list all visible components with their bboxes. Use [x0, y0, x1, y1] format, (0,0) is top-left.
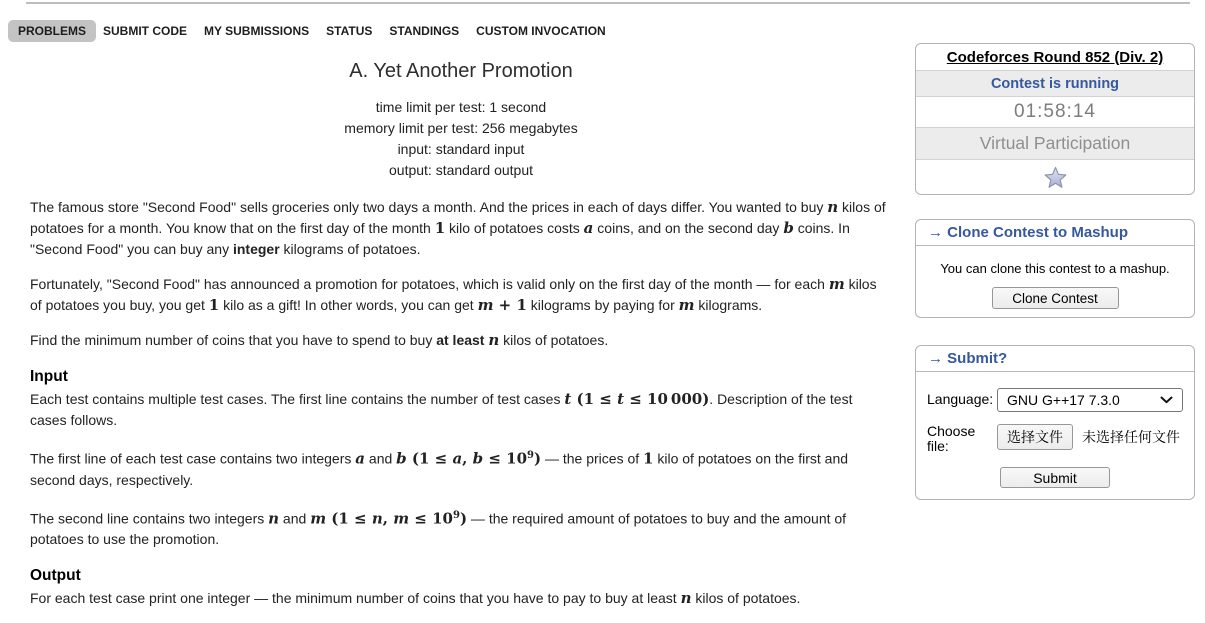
text-run: and: [279, 510, 311, 527]
text-run: kilograms of potatoes.: [279, 241, 421, 257]
math-inline: ≤ 10 000): [624, 390, 710, 408]
text-run: kilo of potatoes on the first and second days, respectively.: [30, 450, 849, 488]
math-inline: m: [678, 296, 695, 314]
math-inline: (1 ≤: [406, 449, 453, 468]
text-run: at least: [436, 332, 485, 348]
problem-statement: [30, 60, 892, 623]
section-title-output: Output: [30, 567, 81, 585]
contest-timer: 01:58:14: [916, 97, 1194, 128]
math-inline: n: [268, 509, 280, 528]
math-inline: ≤ 10: [483, 449, 528, 468]
limit-line: input: standard input: [397, 141, 525, 157]
star-icon[interactable]: [1043, 166, 1068, 189]
text-run: kilos of potatoes.: [691, 590, 801, 607]
math-inline: (1 ≤: [571, 390, 618, 408]
math-inline: ,: [462, 449, 473, 468]
file-status-text: 未选择任何文件: [1082, 429, 1180, 445]
text-run: kilograms.: [694, 297, 763, 313]
math-inline: ): [459, 509, 468, 528]
math-inline: 1: [434, 219, 446, 237]
sidebar: [915, 0, 1195, 582]
statement-paragraph: [30, 197, 892, 260]
math-inline: 9: [452, 509, 460, 521]
text-run: integer: [232, 241, 280, 257]
math-inline: m: [310, 509, 327, 528]
tab-standings[interactable]: STANDINGS: [389, 24, 460, 38]
math-inline: m: [477, 296, 494, 314]
math-inline: t: [564, 390, 572, 408]
tab-status[interactable]: STATUS: [326, 24, 373, 38]
text-run: kilo of potatoes costs: [445, 220, 584, 236]
clone-contest-button[interactable]: Clone Contest: [992, 287, 1119, 309]
math-inline: m: [828, 275, 845, 293]
text-run: coins, and on the second day: [593, 220, 784, 236]
text-run: kilo as a gift! In other words, you can get: [219, 297, 478, 313]
language-row: [927, 388, 1183, 412]
text-run: The first line of each test case contains two integers: [30, 450, 356, 467]
text-run: kilos of potatoes.: [499, 332, 609, 348]
submit-box: [915, 345, 1195, 500]
math-inline: b: [396, 449, 407, 468]
text-run: For each test case print one integer — the minimum number of coins that you have to pay to buy at least: [30, 590, 681, 607]
text-run: Each test contains multiple test cases. The first line contains the number of test cases: [30, 391, 565, 407]
clone-box-header: → Clone Contest to Mashup: [916, 220, 1194, 246]
limit-line: time limit per test: 1 second: [375, 99, 547, 115]
math-inline: (1 ≤: [326, 509, 372, 528]
submit-form: [916, 372, 1194, 488]
math-inline: ≤ 10: [409, 509, 453, 528]
statement-paragraph: [30, 445, 892, 491]
language-select[interactable]: [997, 388, 1183, 412]
submit-button[interactable]: Submit: [1000, 467, 1110, 488]
contest-mode: Virtual Participation: [916, 128, 1194, 160]
math-inline: a: [583, 219, 594, 237]
math-inline: n: [488, 331, 500, 349]
submit-button-row: [927, 467, 1183, 488]
section-title-input: Input: [30, 368, 68, 385]
choose-file-label: Choose file:: [927, 423, 976, 454]
clone-box-text: You can clone this contest to a mashup.: [940, 261, 1170, 276]
statement-body: [30, 197, 892, 609]
contest-title-link[interactable]: Codeforces Round 852 (Div. 2): [946, 48, 1164, 66]
math-inline: t: [617, 390, 624, 408]
math-inline: b: [472, 449, 484, 468]
limit-line: output: standard output: [389, 162, 533, 178]
math-inline: 1: [208, 296, 220, 314]
limit-line: memory limit per test: 256 megabytes: [344, 120, 578, 136]
math-inline: 1: [643, 449, 654, 468]
clone-contest-box: [915, 219, 1195, 318]
math-inline: a: [355, 449, 366, 468]
file-input: [997, 420, 1180, 454]
tab-custom-invocation[interactable]: CUSTOM INVOCATION: [476, 24, 606, 38]
chevron-down-icon: [1160, 396, 1173, 404]
statement-paragraph: [30, 505, 892, 551]
tab-problems[interactable]: PROBLEMS: [8, 20, 96, 42]
text-run: coins. In "Second Food" you can buy any: [30, 220, 850, 257]
contest-info-box: [915, 43, 1195, 195]
language-selected-value: GNU G++17 7.3.0: [1007, 392, 1120, 408]
math-inline: m: [393, 509, 410, 528]
math-inline: a: [452, 449, 463, 468]
tab-my-submissions[interactable]: MY SUBMISSIONS: [204, 24, 310, 38]
math-inline: n: [680, 589, 692, 608]
text-run: kilos of potatoes you buy, you get: [30, 276, 877, 313]
file-select-button[interactable]: 选择文件: [997, 424, 1073, 450]
statement-paragraph: [30, 389, 892, 431]
math-inline: + 1: [493, 296, 527, 314]
text-run: and: [365, 450, 397, 467]
math-inline: n: [371, 509, 383, 528]
submit-box-header: → Submit?: [916, 346, 1194, 372]
statement-paragraph: [30, 274, 892, 316]
text-run: The famous store "Second Food" sells groceries only two days a month. And the prices in each of days differ. You wanted to buy: [30, 199, 828, 215]
star-row: [916, 160, 1194, 194]
problem-limits: [30, 97, 892, 181]
problem-title: A. Yet Another Promotion: [349, 60, 573, 82]
contest-tabs: [8, 20, 613, 42]
clone-button-row: [916, 287, 1194, 309]
text-run: kilograms by paying for: [526, 297, 679, 313]
tab-submit-code[interactable]: SUBMIT CODE: [103, 24, 188, 38]
math-inline: ,: [382, 509, 394, 528]
text-run: Find the minimum number of coins that you have to spend to buy: [30, 332, 437, 348]
text-run: kilos of potatoes for a month. You know that on the first day of the month: [30, 199, 886, 236]
contest-title-row: [916, 44, 1194, 71]
contest-status: Contest is running: [916, 71, 1194, 97]
text-run: . Description of the test cases follows.: [30, 391, 853, 428]
statement-paragraph: [30, 330, 892, 351]
text-run: — the required amount of potatoes to buy and the amount of potatoes to use the promotion.: [30, 510, 847, 548]
text-run: Fortunately, "Second Food" has announced a promotion for potatoes, which is valid only on the first day of the month — for each: [30, 276, 829, 292]
language-label: Language:: [927, 391, 994, 407]
text-run: — the prices of: [541, 450, 644, 467]
math-inline: 9: [527, 450, 534, 461]
choose-file-row: [927, 420, 1183, 454]
math-inline: b: [783, 219, 794, 237]
statement-paragraph: [30, 588, 892, 609]
math-inline: n: [827, 198, 839, 216]
math-inline: ): [533, 449, 542, 468]
text-run: The second line contains two integers: [30, 510, 269, 527]
